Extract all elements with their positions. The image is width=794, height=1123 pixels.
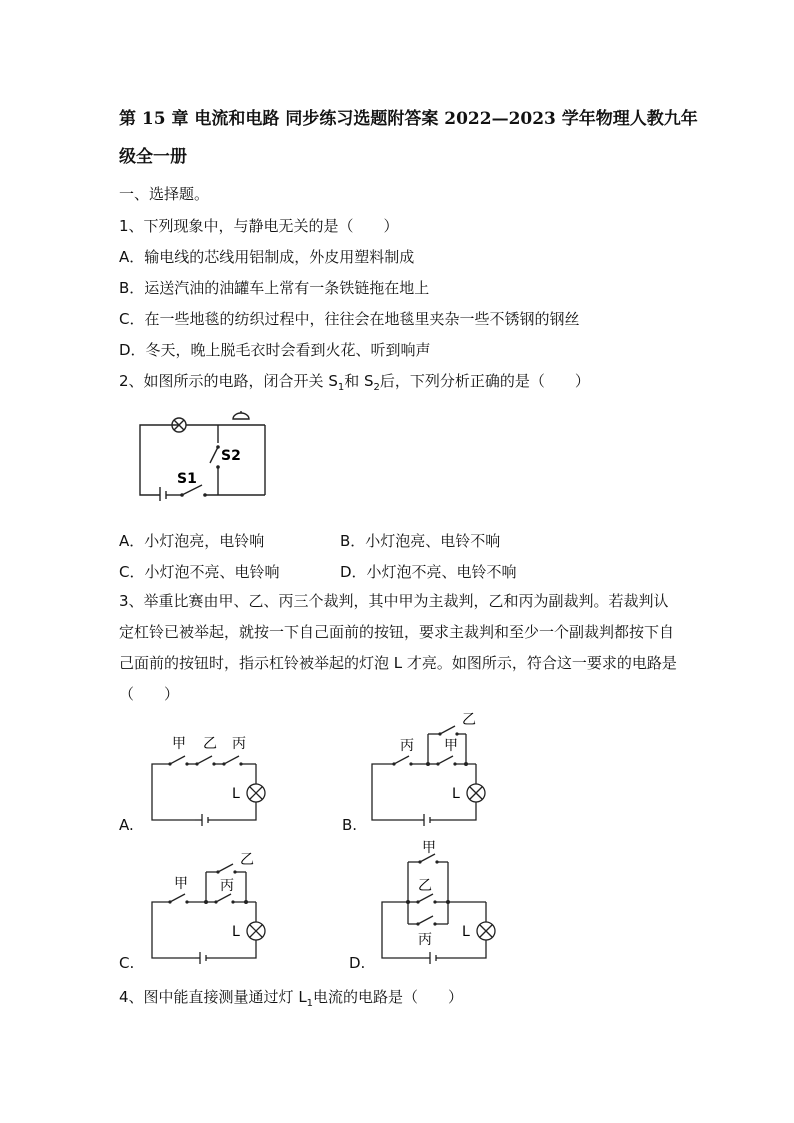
q3-stem: 3、举重比赛由甲、乙、丙三个裁判，其中甲为主裁判，乙和丙为副裁判。若裁判认定杠铃已被举起，就按一下自己面前的按钮，要求主裁判和至少一个副裁判都按下自己面前的按钮时，指示杠铃被举起的灯泡 L 才亮。如图所示，符合这一要求的电路是（ ） bbox=[119, 592, 677, 703]
label-jia: 甲 bbox=[422, 840, 436, 856]
label-jia: 甲 bbox=[174, 876, 188, 892]
label-yi: 乙 bbox=[462, 712, 476, 728]
q2-label-s1: S1 bbox=[177, 471, 197, 487]
bell-icon bbox=[233, 413, 249, 419]
q1-option-a: A．输电线的芯线用铝制成，外皮用塑料制成 bbox=[119, 248, 415, 266]
q3-circuit-a bbox=[140, 732, 280, 832]
label-yi: 乙 bbox=[418, 878, 432, 894]
label-lamp: L bbox=[462, 924, 470, 940]
q2-option-a: A．小灯泡亮，电铃响 bbox=[119, 532, 265, 550]
q2-option-c: C．小灯泡不亮、电铃响 bbox=[119, 563, 280, 581]
q1-option-c: C．在一些地毯的纺织过程中，往往会在地毯里夹杂一些不锈钢的钢丝 bbox=[119, 310, 580, 328]
q1-option-d: D．冬天，晚上脱毛衣时会看到火花、听到响声 bbox=[119, 341, 431, 359]
q3-option-b: B. bbox=[342, 816, 358, 834]
label-bing: 丙 bbox=[418, 932, 432, 948]
q2-option-b: B．小灯泡亮、电铃不响 bbox=[340, 532, 501, 550]
label-lamp: L bbox=[232, 924, 240, 940]
q3-option-c: C. bbox=[119, 954, 135, 972]
q1-stem: 1、下列现象中，与静电无关的是（ ） bbox=[119, 217, 399, 235]
q2-option-d: D．小灯泡不亮、电铃不响 bbox=[340, 563, 517, 581]
q4-stem: 4、图中能直接测量通过灯 $L_1$电流的电路是（ ） bbox=[119, 988, 464, 1009]
label-lamp: L bbox=[232, 786, 240, 802]
label-yi: 乙 bbox=[240, 852, 254, 868]
q2-circuit-diagram bbox=[130, 405, 275, 505]
q3-option-d: D. bbox=[349, 954, 366, 972]
label-jia: 甲 bbox=[444, 738, 458, 754]
q1-option-b: B．运送汽油的油罐车上常有一条铁链拖在地上 bbox=[119, 279, 430, 297]
q3-circuit-c bbox=[140, 848, 280, 970]
label-bing: 丙 bbox=[232, 736, 246, 752]
label-lamp: L bbox=[452, 786, 460, 802]
q2-stem: 2、如图所示的电路，闭合开关 $S_1$和 $S_2$后，下列分析正确的是（ ） bbox=[119, 372, 590, 393]
q3-option-a: A. bbox=[119, 816, 134, 834]
label-yi: 乙 bbox=[203, 736, 217, 752]
label-jia: 甲 bbox=[172, 736, 186, 752]
label-bing: 丙 bbox=[400, 738, 414, 754]
label-bing: 丙 bbox=[220, 878, 234, 894]
q2-label-s2: S2 bbox=[221, 448, 241, 464]
q3-circuit-b bbox=[360, 710, 500, 832]
q3-circuit-d bbox=[370, 840, 510, 970]
document-title: 第 15 章 电流和电路 同步练习选题附答案 2022—2023 学年物理人教九年级全一册 bbox=[119, 109, 698, 167]
section-heading: 一、选择题。 bbox=[119, 185, 210, 203]
